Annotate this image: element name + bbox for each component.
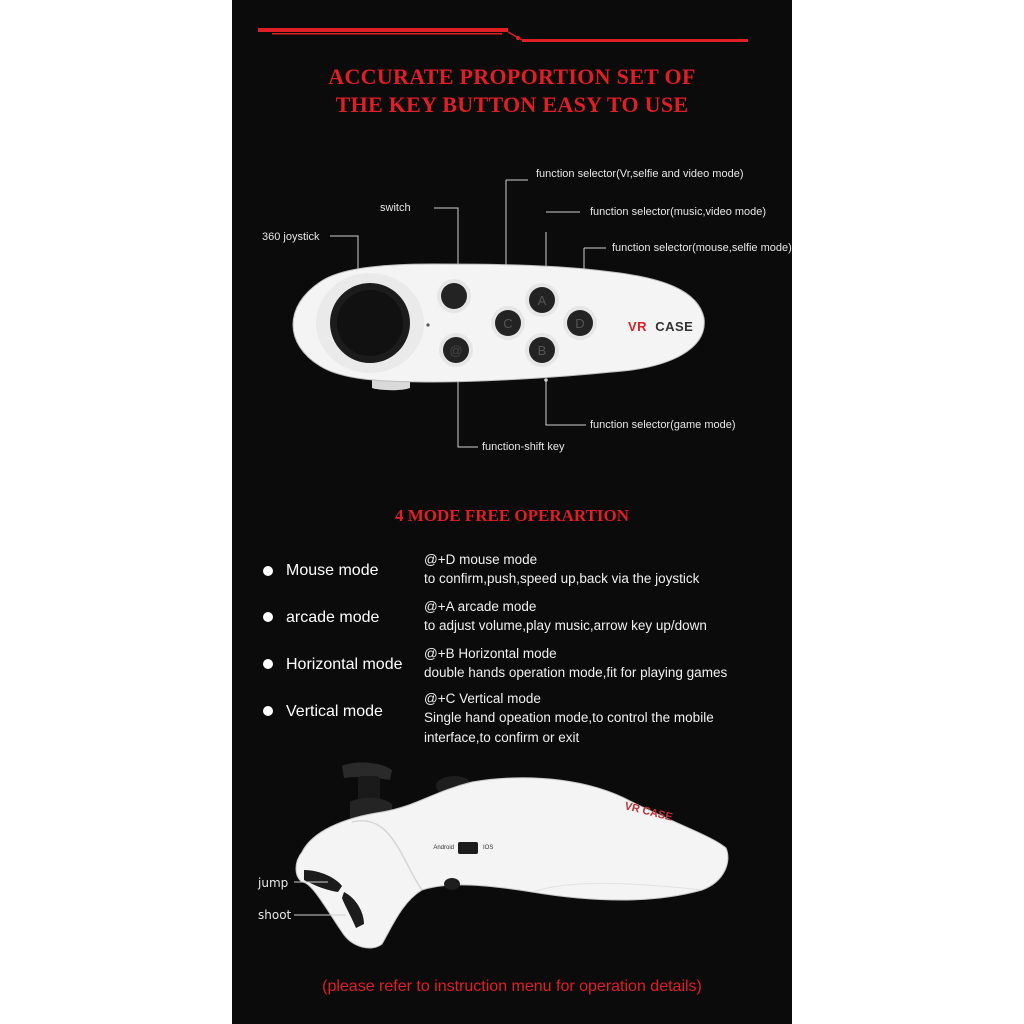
mode-name-mouse: Mouse mode	[286, 562, 379, 579]
modes-section-title: 4 MODE FREE OPERARTION	[394, 506, 630, 525]
header-title-line-2: THE KEY BUTTON EASY TO USE	[335, 92, 689, 117]
callout-music-video: function selector(music,video mode)	[590, 206, 767, 218]
android-label: Android	[433, 845, 454, 851]
controller-side-view	[232, 752, 792, 967]
svg-text:VR CASE	[628, 319, 693, 334]
mode-name-horizontal: Horizontal mode	[286, 656, 403, 673]
mode-desc-horizontal-1: @+B Horizontal mode	[424, 646, 557, 661]
mode-desc-mouse-2: to confirm,push,speed up,back via the joystick	[424, 571, 700, 586]
button-b: B	[537, 343, 547, 358]
mode-name-arcade: arcade mode	[286, 609, 380, 626]
mode-bullet-vertical	[263, 706, 273, 716]
callout-vr-selfie-video: function selector(Vr,selfie and video mode)	[536, 168, 744, 180]
footer-note: (please refer to instruction menu for operation details)	[322, 978, 702, 995]
mode-desc-vertical-1: @+C Vertical mode	[424, 691, 541, 706]
ios-label: IOS	[483, 845, 494, 851]
svg-text:@: @	[449, 343, 463, 358]
callout-mouse-selfie: function selector(mouse,selfie mode)	[612, 242, 792, 254]
button-c: C	[503, 316, 513, 331]
button-d: D	[575, 316, 585, 331]
callout-switch: switch	[380, 202, 411, 214]
mode-desc-horizontal-2: double hands operation mode,fit for playing games	[424, 665, 728, 680]
mode-bullet-horizontal	[263, 659, 273, 669]
mode-desc-vertical-3: interface,to confirm or exit	[424, 730, 580, 745]
button-a: A	[537, 293, 547, 308]
jump-label: jump	[258, 876, 289, 890]
callout-game: function selector(game mode)	[590, 419, 736, 431]
product-panel	[232, 0, 792, 1024]
mode-desc-vertical-2: Single hand opeation mode,to control the mobile	[424, 710, 714, 725]
mode-name-vertical: Vertical mode	[286, 703, 383, 720]
header-title-line-1: ACCURATE PROPORTION SET OF	[328, 64, 696, 89]
top-decoration	[232, 0, 792, 60]
brand-vr: VR	[628, 319, 648, 334]
side-brand: VR CASE	[623, 800, 674, 824]
mode-desc-mouse-1: @+D mouse mode	[424, 552, 538, 567]
callout-joystick: 360 joystick	[262, 231, 320, 243]
brand-case: CASE	[655, 319, 694, 334]
mode-bullet-arcade	[263, 612, 273, 622]
mode-bullet-mouse	[263, 566, 273, 576]
mode-desc-arcade-2: to adjust volume,play music,arrow key up/down	[424, 618, 707, 633]
shoot-label: shoot	[258, 908, 292, 922]
mode-desc-arcade-1: @+A arcade mode	[424, 599, 537, 614]
controller-top-view	[232, 160, 792, 460]
callout-shift: function-shift key	[482, 441, 565, 453]
